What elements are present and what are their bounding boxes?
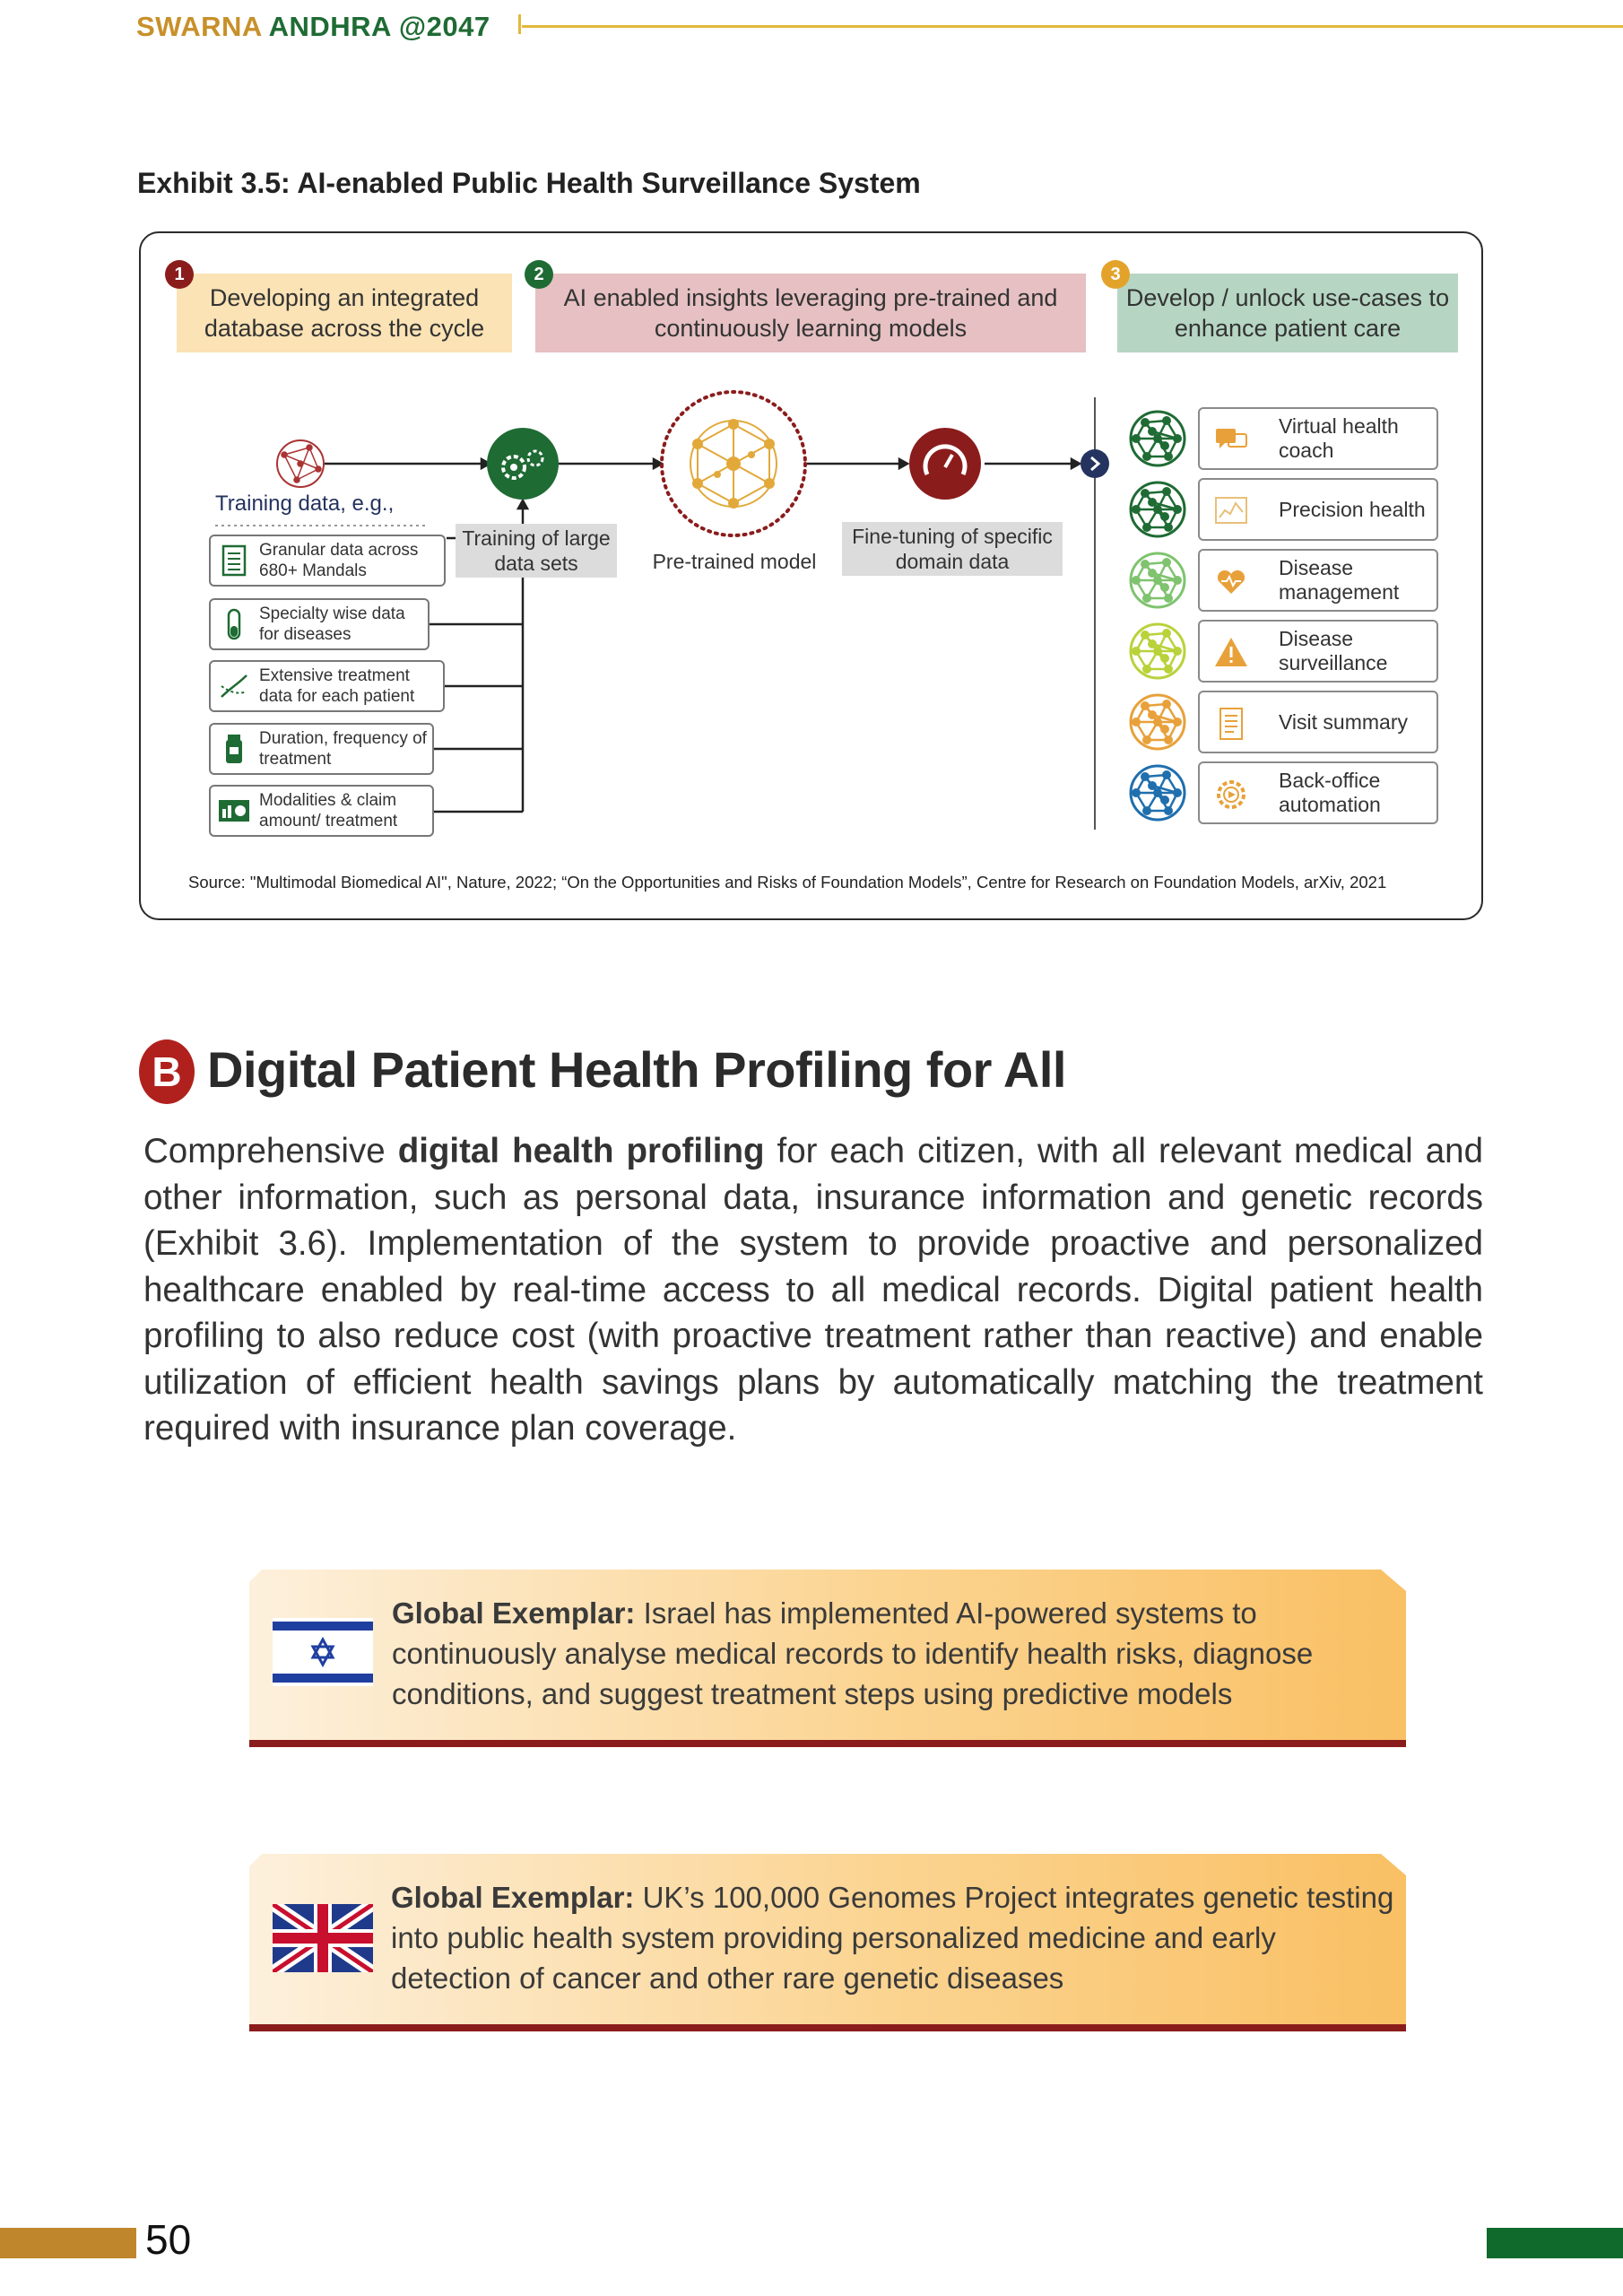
finetune-label: Fine-tuning of specific domain data [842, 522, 1063, 576]
exemplar-label: Global Exemplar: [391, 1881, 635, 1914]
exemplar-label: Global Exemplar: [392, 1596, 636, 1630]
use-case-card [1198, 478, 1438, 541]
use-case-network-icon [1131, 412, 1185, 465]
footer-bar-right [1487, 2228, 1623, 2258]
test-tube-icon [216, 606, 252, 642]
para-start: Comprehensive [143, 1132, 398, 1170]
exemplar-text [392, 1593, 1396, 1714]
dna-icon [216, 668, 252, 704]
heart-icon [1212, 563, 1250, 601]
para-bold: digital health profiling [397, 1132, 765, 1170]
uk-flag-icon [273, 1904, 373, 1972]
use-case-network-icon [1131, 624, 1185, 678]
exemplar-body: Israel has implemented AI-powered systems to continuously analyse medical records to identify health risks, diagnose conditions, and suggest treatment steps using predictive models [392, 1596, 1314, 1710]
training-item-text: Extensive treatment data for each patient [259, 666, 415, 706]
brand-swarna: SWARNA [136, 11, 262, 42]
israel-flag-icon [273, 1618, 373, 1686]
pretrained-model-label: Pre-trained model [652, 550, 817, 573]
use-case-card [1198, 549, 1438, 612]
chat-icon [1212, 422, 1250, 459]
use-case-label: Disease surveillance [1279, 627, 1388, 674]
warning-icon [1212, 634, 1250, 672]
training-item-text: Duration, frequency of treatment [259, 729, 427, 769]
training-item-text: Granular data across 680+ Mandals [259, 541, 419, 580]
use-case-card [1198, 691, 1438, 753]
brain-network-icon [662, 392, 805, 535]
training-item [209, 660, 445, 712]
use-case-label: Disease management [1279, 556, 1400, 604]
brand-andhra: ANDHRA @2047 [268, 11, 490, 42]
gear-icon [487, 428, 559, 500]
gauge-icon [909, 428, 981, 500]
use-case-network-icon [1131, 695, 1185, 749]
body-paragraph [143, 1128, 1483, 1452]
use-case-card [1198, 407, 1438, 470]
use-case-network-icon [1131, 766, 1185, 820]
exhibit-source: Source: "Multimodal Biomedical AI", Nature, 2022; “On the Opportunities and Risks of Foundation Models”, Centre for Research on Foundation Models, arXiv, 2021 [188, 873, 1387, 891]
use-case-network-icon [1131, 483, 1185, 536]
page-number: 50 [145, 2216, 192, 2263]
training-stage-label: Training of large data sets [456, 524, 617, 578]
exemplar-text [391, 1877, 1395, 1998]
stage-2-banner: AI enabled insights leveraging pre-trained and continuously learning models [535, 274, 1086, 352]
use-case-label: Visit summary [1279, 709, 1408, 734]
training-data-label: Training data, e.g., [215, 491, 395, 516]
para-rest: for each citizen, with all relevant medical and other information, such as personal data, insurance information and genetic records (Exhibit 3.6). Implementation of the system to provide proactive and personalized healthcare enabled by real-time access to all medical records. Digital patient health profiling to also reduce cost (with proactive treatment rather than reactive) and enable utilization of efficient health savings plans by automatically matching the treatment required with insurance plan coverage. [143, 1132, 1484, 1448]
stage-2-number: 2 [525, 260, 553, 289]
use-case-label: Virtual health coach [1279, 414, 1399, 462]
chevron-right-icon [1081, 449, 1109, 478]
exemplar-card [249, 1854, 1406, 2031]
stage-1-banner: Developing an integrated database across the cycle [177, 274, 512, 352]
network-icon [277, 440, 324, 487]
exemplar-body: UK’s 100,000 Genomes Project integrates genetic testing into public health system providing personalized medicine and early detection of cancer and other rare genetic diseases [391, 1881, 1394, 1995]
chart-icon [1212, 492, 1250, 530]
exemplar-card [249, 1570, 1406, 1747]
gear-icon [1212, 776, 1250, 813]
claim-chart-icon [216, 793, 252, 829]
use-case-card [1198, 761, 1438, 824]
use-case-network-column [1124, 405, 1191, 836]
training-item [209, 785, 434, 837]
section-badge: B [139, 1039, 195, 1104]
document-icon [216, 543, 252, 578]
stage-3-banner: Develop / unlock use-cases to enhance patient care [1117, 274, 1458, 352]
training-item [209, 723, 434, 775]
stage-1-number: 1 [165, 260, 194, 289]
stage-3-number: 3 [1101, 260, 1130, 289]
training-item-text: Modalities & claim amount/ treatment [259, 791, 398, 831]
document-icon [1212, 705, 1250, 743]
training-item [209, 535, 446, 587]
pill-bottle-icon [216, 731, 252, 767]
exhibit-title: Exhibit 3.5: AI-enabled Public Health Surveillance System [137, 167, 921, 199]
training-item-text: Specialty wise data for diseases [259, 604, 405, 644]
section-title: Digital Patient Health Profiling for All [207, 1041, 1066, 1098]
footer-bar-left [0, 2228, 136, 2258]
training-item [209, 598, 430, 650]
use-case-network-icon [1131, 553, 1185, 607]
use-case-card [1198, 620, 1438, 683]
use-case-label: Back-office automation [1279, 769, 1381, 816]
use-case-label: Precision health [1279, 497, 1426, 521]
